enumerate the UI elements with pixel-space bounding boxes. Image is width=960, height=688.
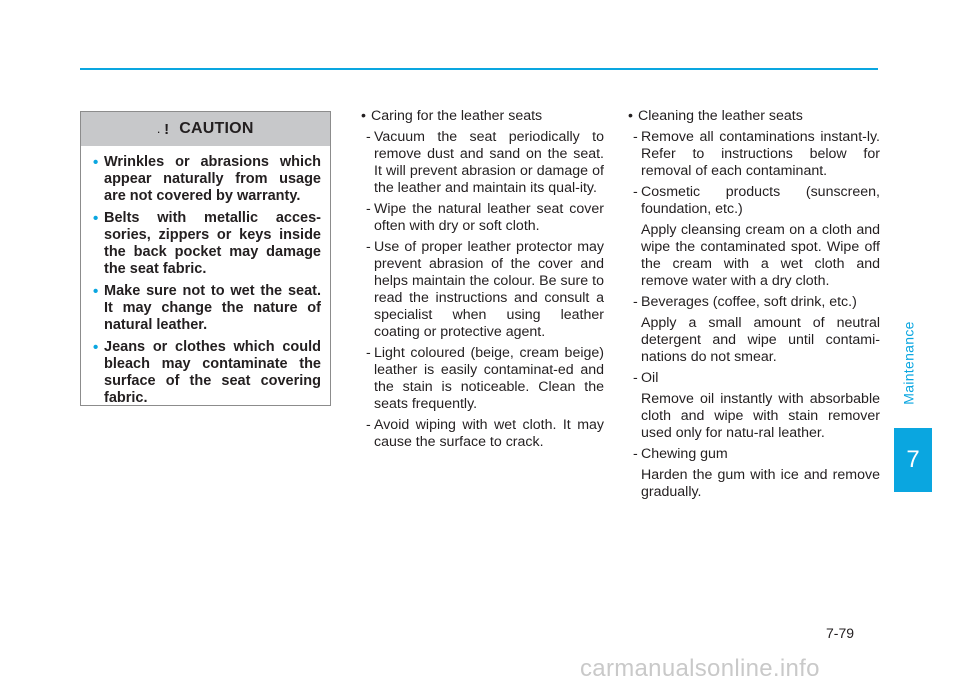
item-detail: Apply cleansing cream on a cloth and wipe the contaminated spot. Wipe off the cream with a wet cloth and remove water with a dry cloth. (641, 222, 880, 289)
list-item: - Vacuum the seat periodically to remove dust and sand on the seat. It will prevent abrasion or damage of the leather and maintain its qual-ity. (366, 129, 604, 196)
cleaning-list (624, 129, 880, 501)
list-item: - Use of proper leather protector may prevent abrasion of the cover and helps maintain the colour. Be sure to read the instructions and consult a specialist when using leather coating or protective agent. (366, 239, 604, 340)
caution-header (81, 112, 330, 146)
watermark: carmanualsonline.info (580, 655, 820, 682)
caring-heading: • Caring for the leather seats (361, 108, 543, 124)
caution-item: • Jeans or clothes which could bleach may contaminate the surface of the seat covering fabric. (93, 339, 321, 406)
caring-list (357, 129, 604, 451)
caution-item: • Wrinkles or abrasions which appear naturally from usage are not covered by warranty. (93, 154, 321, 204)
bullet-icon: • (93, 339, 99, 356)
warning-icon: . ! (157, 120, 170, 138)
section-side-label: Maintenance (901, 321, 917, 405)
bullet-icon: • (93, 210, 99, 227)
list-item: - Cosmetic products (sunscreen, foundation, etc.) Apply cleansing cream on a cloth and wipe the contaminated spot. Wipe off the cream with a wet cloth and remove water with a dry cloth. (633, 184, 880, 289)
list-item: - Light coloured (beige, cream beige) leather is easily contaminat-ed and the stain is noticeable. Clean the seats frequently. (366, 345, 604, 412)
page-number: 7-79 (826, 625, 855, 641)
list-item: - Remove all contaminations instant-ly. Refer to instructions below for removal of each contaminant. (633, 129, 880, 179)
bullet-icon: • (93, 283, 99, 300)
bullet-icon: • (361, 108, 366, 124)
item-detail: Remove oil instantly with absorbable cloth and wipe with stain remover used only for natu-ral leather. (641, 391, 880, 441)
top-rule (80, 68, 878, 70)
list-item: - Oil Remove oil instantly with absorbable cloth and wipe with stain remover used only for natu-ral leather. (633, 370, 880, 441)
bullet-icon: • (628, 108, 633, 124)
caution-item: • Belts with metallic acces-sories, zippers or keys inside the back pocket may damage the seat fabric. (93, 210, 321, 277)
chapter-tab: 7 (894, 428, 932, 492)
list-item: - Avoid wiping with wet cloth. It may cause the surface to crack. (366, 417, 604, 450)
cleaning-section (624, 108, 880, 505)
item-detail: Harden the gum with ice and remove gradually. (641, 467, 880, 500)
cleaning-heading: • Cleaning the leather seats (628, 108, 803, 124)
list-item: - Beverages (coffee, soft drink, etc.) Apply a small amount of neutral detergent and wipe until contami-nations do not smear. (633, 294, 880, 365)
caring-section (357, 108, 604, 455)
list-item: - Wipe the natural leather seat cover often with dry or soft cloth. (366, 201, 604, 234)
list-item: - Chewing gum Harden the gum with ice and remove gradually. (633, 446, 880, 500)
item-detail: Apply a small amount of neutral detergent and wipe until contami-nations do not smear. (641, 315, 880, 365)
caution-item: • Make sure not to wet the seat. It may change the nature of natural leather. (93, 283, 321, 333)
caution-box (80, 111, 331, 406)
caution-list (81, 146, 330, 407)
bullet-icon: • (93, 154, 99, 171)
caution-title: CAUTION (179, 120, 254, 137)
